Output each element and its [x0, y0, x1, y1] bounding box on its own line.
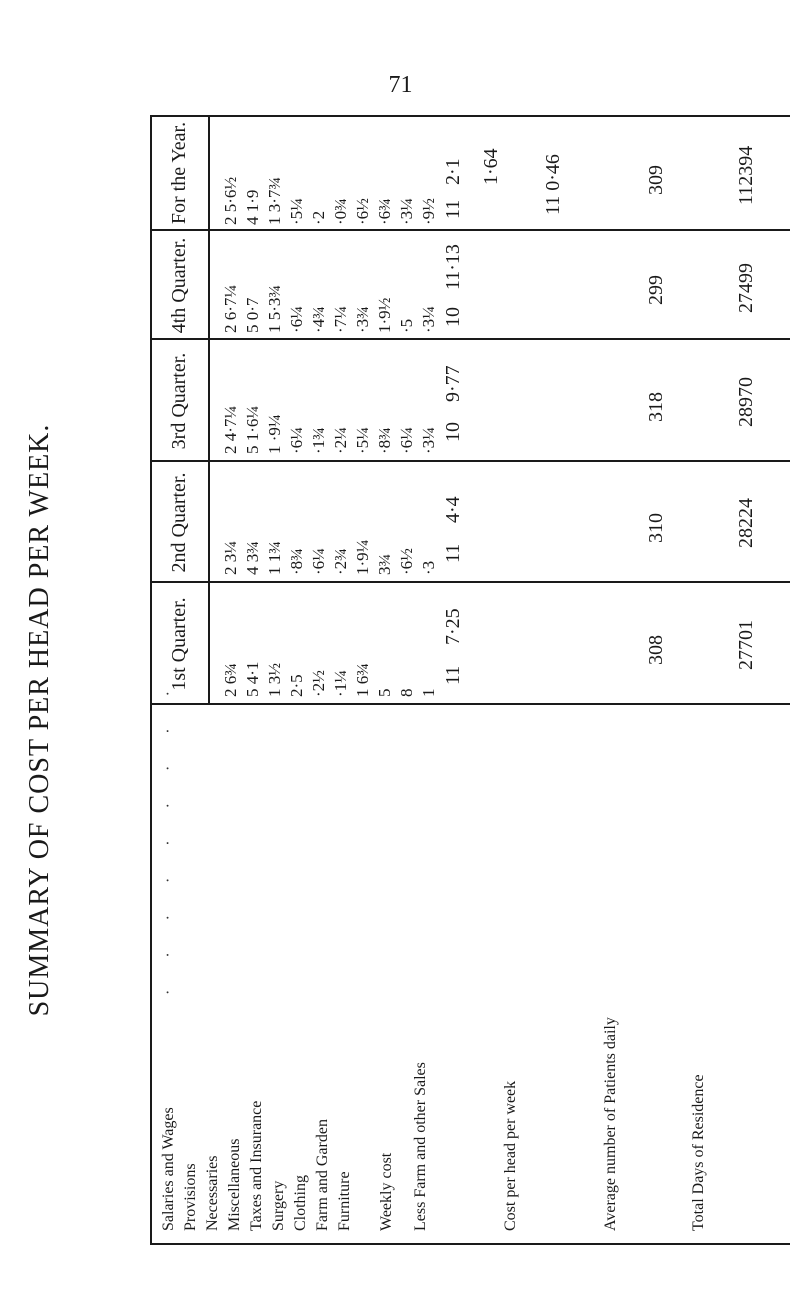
- q1-weekly-d: 7·25: [442, 608, 464, 645]
- q1-values: 2 6¾ 5 4·1 1 3½ 2·5 ·2½ ·1¼ 1 6¾ 5 8 1: [221, 661, 438, 697]
- header-3rd-quarter: 3rd Quarter.: [168, 352, 190, 450]
- q2-weekly-s: 11: [442, 543, 464, 563]
- q4-average: 299: [645, 275, 667, 305]
- row-label-less-farm: Less Farm and other Sales: [412, 1062, 429, 1231]
- row-label-surgery: Surgery: [270, 1180, 287, 1231]
- q4-total-days: 27499: [735, 263, 757, 313]
- q4-weekly-s: 10: [442, 307, 464, 327]
- q1-average: 308: [645, 635, 667, 665]
- row-label-cost-per-head: Cost per head per week: [502, 1080, 519, 1231]
- row-label-miscellaneous: Miscellaneous: [226, 1138, 243, 1231]
- row-label-salaries: Salaries and Wages: [160, 1107, 177, 1231]
- q3-average: 318: [645, 392, 667, 422]
- row-label-taxes: Taxes and Insurance: [248, 1100, 265, 1231]
- q4-values: 2 6·7¼ 5 0·7 1 5·3¾ ·6¼ ·4¾ ·7¼ ·3¾ 1·9½ ·5 ·3¼: [221, 284, 438, 333]
- page-number: 71: [388, 72, 413, 98]
- row-label-weekly-cost: Weekly cost: [378, 1152, 395, 1231]
- year-weekly-d: 2·1: [442, 158, 464, 185]
- header-1st-quarter: 1st Quarter.: [168, 597, 190, 691]
- year-less-farm: 1·64: [480, 148, 502, 185]
- year-weekly-s: 11: [442, 199, 464, 219]
- q3-total-days: 28970: [735, 377, 757, 427]
- q3-values: 2 4·7¼ 5 1·6¼ 1 ·9¼ ·6¼ ·1¾ ·2¼ ·5¼ ·8¾ ·6¼ ·3¼: [221, 405, 438, 454]
- row-label-clothing: Clothing: [292, 1174, 309, 1231]
- q2-weekly-d: 4·4: [442, 496, 464, 523]
- header-2nd-quarter: 2nd Quarter.: [168, 472, 190, 573]
- q2-average: 310: [645, 513, 667, 543]
- year-total-days: 112394: [735, 145, 757, 205]
- year-values: 2 5·6½ 4 1·9 1 3·7¾ ·5¼ ·2 ·0¾ ·6½ ·6¾ ·3¼ ·9½: [221, 176, 438, 225]
- header-for-the-year: For the Year.: [168, 121, 190, 225]
- q4-weekly-d: 11·13: [442, 244, 464, 290]
- row-label-average-patients: Average number of Patients daily: [602, 1017, 619, 1231]
- page-title: SUMMARY OF COST PER HEAD PER WEEK.: [24, 423, 55, 1017]
- q1-weekly-s: 11: [442, 665, 464, 685]
- row-label-provisions: Provisions: [182, 1163, 199, 1231]
- summary-table: Salaries and Wages Provisions Necessaries Miscellaneous Taxes and Insurance Surgery Clothing Farm and Garden Furniture Weekly cost Less Farm and other Sales Cost per head per week Average number of Patients daily Total Days of Residence · · · · · · · · · 1st Quarter. 2 6¾ 5 4·1 1 3½ 2·5 ·2½ ·1¼ 1 6¾ 5 8 1 11 7·25 308 27701 2nd Quarter. 2 3¼ 4 3¾ 1 1¾ ·8¾ ·6¼ ·2¾ 1·9¼ 3¾ ·6½ ·3 11 4·4 310 28224 3rd Quarter. 2 4·7¼ 5 1·6¼ 1 ·9¼ ·6¼ ·1¾ ·2¼ ·5¼ ·8¾ ·6¼ ·3¼ 10 9·77 318 28970 4th Quarter. 2 6·7¼ 5 0·7 1 5·3¾ ·6¼ ·4¾ ·7¼ ·3¾ 1·9½ ·5 ·3¼ 10 11·13 299 27499 For the Year. 2 5·6½ 4 1·9 1 3·7¾ ·5¼ ·2 ·0¾ ·6½ ·6¾ ·3¼ ·9½ 11 2·1 1·64 11 0·46 309 112394: [150, 115, 790, 1245]
- q3-weekly-s: 10: [442, 422, 464, 442]
- row-label-total-days: Total Days of Residence: [690, 1074, 707, 1231]
- q2-total-days: 28224: [735, 498, 757, 548]
- row-label-furniture: Furniture: [336, 1171, 353, 1231]
- q2-values: 2 3¼ 4 3¾ 1 1¾ ·8¾ ·6¼ ·2¾ 1·9¼ 3¾ ·6½ ·3: [221, 539, 438, 575]
- row-label-farm: Farm and Garden: [314, 1119, 331, 1231]
- row-label-necessaries: Necessaries: [204, 1155, 221, 1231]
- year-cost-per-head: 11 0·46: [542, 154, 564, 215]
- year-average: 309: [645, 165, 667, 195]
- q1-total-days: 27701: [735, 620, 757, 670]
- header-4th-quarter: 4th Quarter.: [168, 237, 190, 334]
- q3-weekly-d: 9·77: [442, 365, 464, 402]
